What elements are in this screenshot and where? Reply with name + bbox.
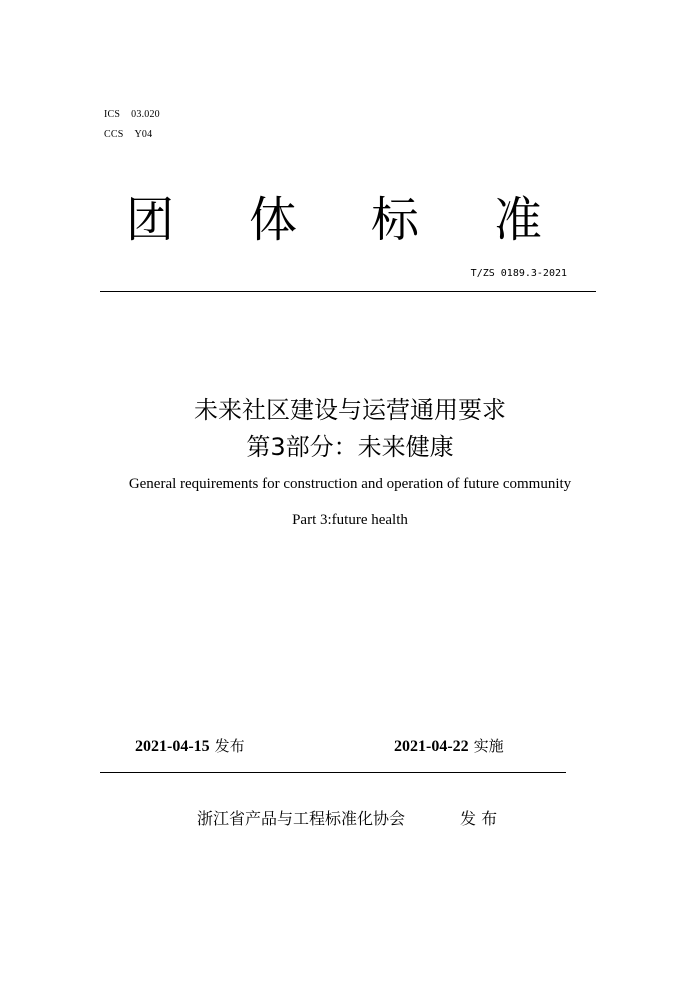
title-en-line2: Part 3:future health [292, 512, 408, 528]
implement-date: 2021-04-22 [394, 738, 469, 755]
standard-type-char-2: 体 [249, 192, 298, 248]
ccs-line [104, 129, 152, 141]
publisher-action: 发 布 [460, 809, 498, 828]
ics-label: ICS [104, 109, 121, 120]
implement-date-block [394, 736, 504, 757]
standard-type-char-4: 准 [494, 192, 543, 248]
issue-date: 2021-04-15 [135, 738, 210, 755]
standard-type-char-3: 标 [371, 192, 420, 248]
date-divider [100, 772, 566, 773]
implement-label: 实施 [473, 737, 504, 755]
standard-number: T/ZS 0189.3-2021 [470, 268, 567, 279]
header-divider [100, 291, 596, 292]
standard-type-char-1: 团 [126, 192, 175, 248]
title-cn-line2: 第3部分：未来健康 [246, 433, 454, 461]
ics-code: 03.020 [131, 109, 160, 120]
ccs-label: CCS [104, 129, 124, 140]
ccs-code: Y04 [134, 129, 153, 140]
standard-type-heading [100, 188, 596, 252]
ics-line [104, 109, 160, 121]
issue-date-block [135, 736, 245, 757]
title-cn-line1: 未来社区建设与运营通用要求 [194, 396, 506, 424]
title-en-line1: General requirements for construction and operation of future community [128, 476, 572, 492]
issue-label: 发布 [214, 737, 245, 755]
publisher-name: 浙江省产品与工程标准化协会 [197, 809, 406, 828]
